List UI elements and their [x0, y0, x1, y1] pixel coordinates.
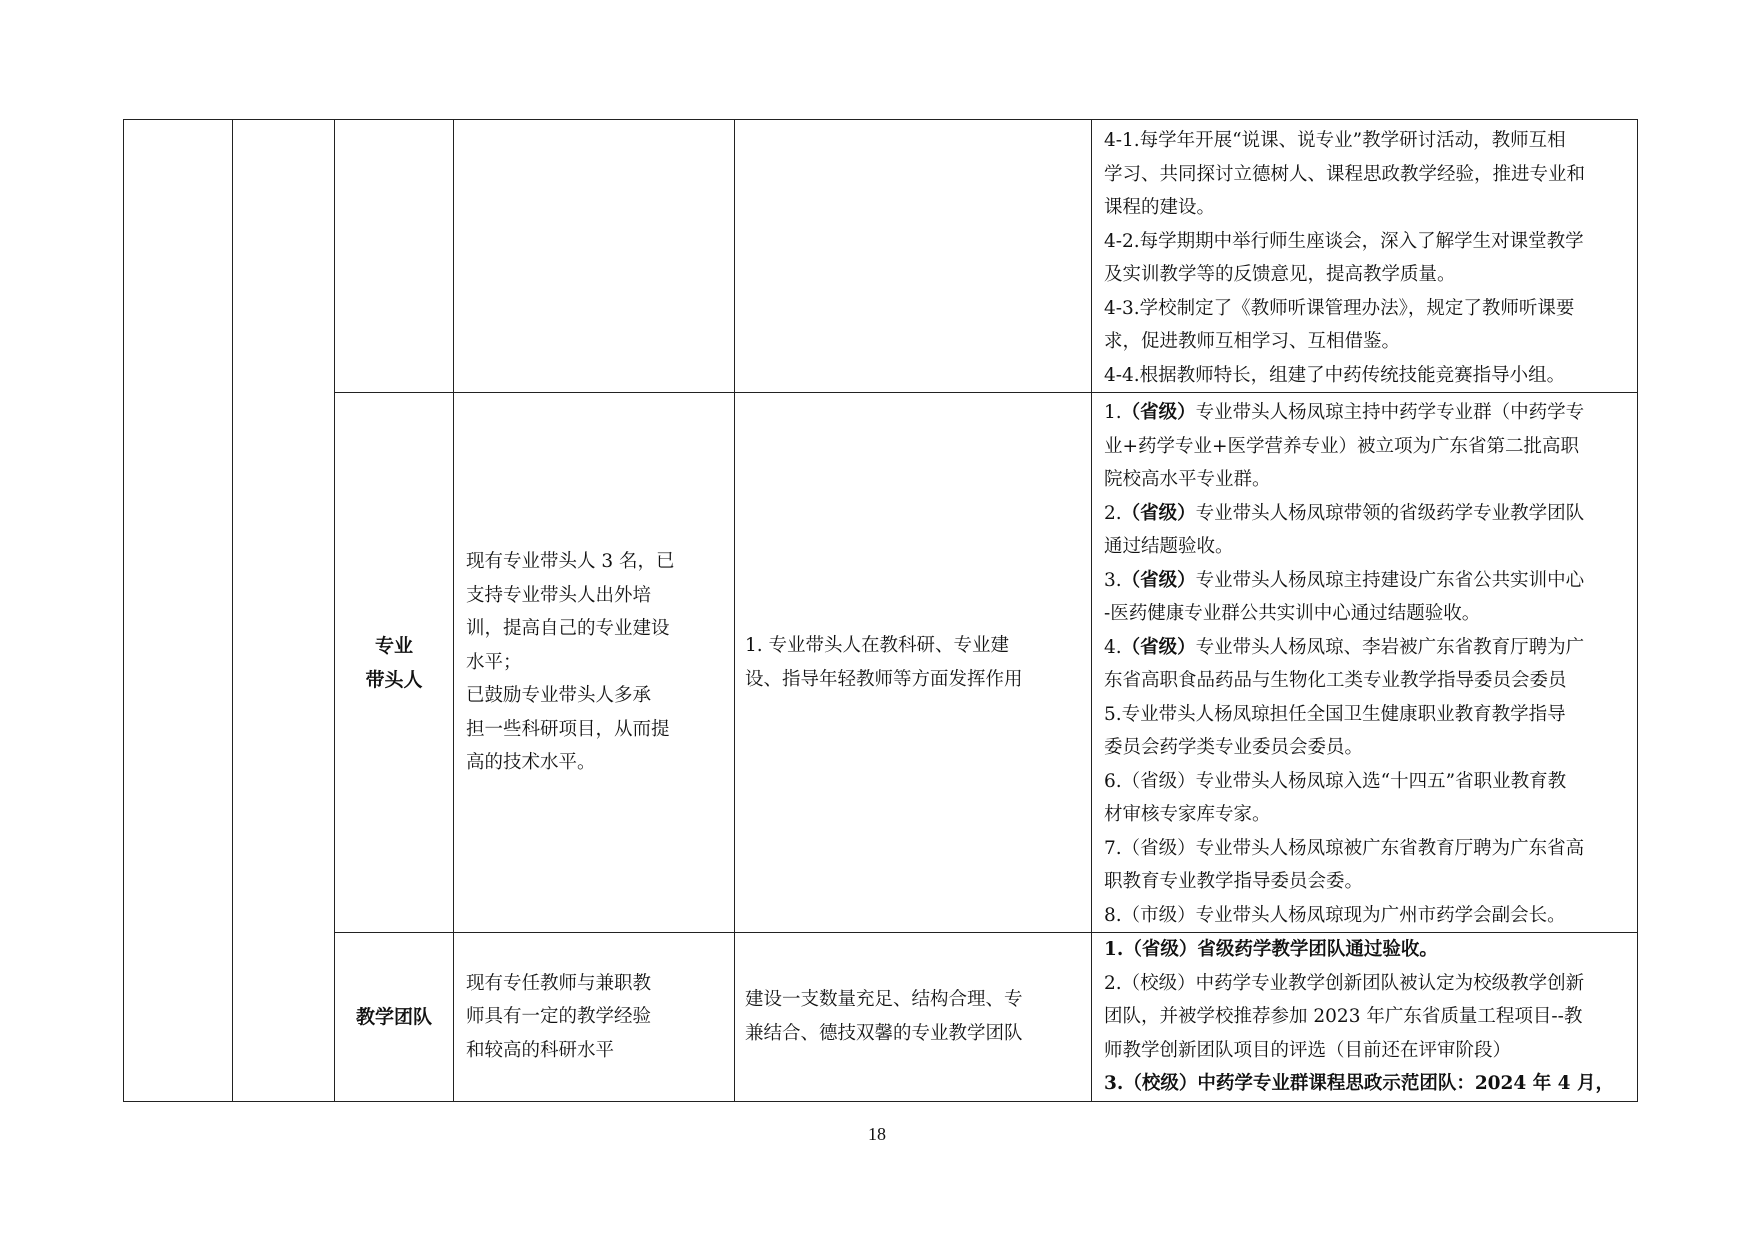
text-line: 兼结合、德技双馨的专业教学团队 [745, 1022, 1023, 1044]
achievements-table [123, 119, 1638, 1102]
table-row [124, 120, 1638, 393]
text-line: 课程的建设。 [1104, 197, 1216, 218]
text-line: 7.（省级）专业带头人杨凤琼被广东省教育厅聘为广东省高 [1104, 837, 1585, 859]
text-line: 设、指导年轻教师等方面发挥作用 [745, 668, 1023, 690]
text-line: 委员会药学类专业委员会委员。 [1104, 737, 1364, 758]
text-line: 3.（校级）中药学专业群课程思政示范团队：2024 年 4 月， [1104, 1073, 1614, 1094]
text-line: 1. 专业带头人在教科研、专业建 [745, 635, 1010, 656]
text-line: 支持专业带头人出外培 [466, 584, 652, 606]
achievements-cell [1092, 393, 1638, 933]
achievement-line: 2.（省级）专业带头人杨凤琼带领的省级药学专业教学团队 [1104, 502, 1585, 524]
text-line: 5.专业带头人杨凤琼担任全国卫生健康职业教育教学指导 [1104, 703, 1566, 725]
text-line: 4-2.每学期期中举行师生座谈会，深入了解学生对课堂教学 [1104, 230, 1584, 252]
text-line: 高的技术水平。 [466, 752, 596, 774]
text-line: 4-1.每学年开展“说课、说专业”教学研讨活动，教师互相 [1104, 130, 1566, 151]
text-line: 团队，并被学校推荐参加 2023 年广东省质量工程项目--教 [1104, 1006, 1583, 1027]
category-label: 带头人 [365, 668, 423, 691]
text-line: -医药健康专业群公共实训中心通过结题验收。 [1104, 603, 1481, 624]
category-cell: 教学团队 [335, 933, 454, 1102]
achievements-cell [1092, 120, 1638, 393]
text-line: 已鼓励专业带头人多承 [466, 685, 652, 707]
text-line: 2.（校级）中药学专业教学创新团队被认定为校级教学创新 [1104, 972, 1585, 994]
text-line: 通过结题验收。 [1104, 536, 1234, 557]
text-line: 业+药学专业+医学营养专业）被立项为广东省第二批高职 [1104, 435, 1580, 457]
text-line: 担一些科研项目，从而提 [466, 718, 670, 740]
current-status-cell [454, 933, 735, 1102]
category-label: 专业 [374, 634, 413, 657]
target-cell [735, 393, 1092, 933]
text-line: 现有专业带头人 3 名，已 [466, 551, 675, 573]
text-line: 训，提高自己的专业建设 [466, 618, 670, 640]
text-line: 1.（省级）省级药学教学团队通过验收。 [1104, 939, 1438, 960]
text-line: 水平； [466, 651, 522, 673]
text-line: 6.（省级）专业带头人杨凤琼入选“十四五”省职业教育教 [1104, 770, 1567, 792]
text-line: 及实训教学等的反馈意见，提高教学质量。 [1104, 264, 1456, 285]
page-number: 18 [868, 1124, 886, 1144]
category-cell [335, 393, 454, 933]
table-row [124, 393, 1638, 933]
text-line: 师具有一定的教学经验 [466, 1006, 652, 1027]
text-line: 学习、共同探讨立德树人、课程思政教学经验，推进专业和 [1104, 163, 1586, 185]
text-line: 4-4.根据教师特长，组建了中药传统技能竞赛指导小组。 [1104, 364, 1566, 386]
text-line: 院校高水平专业群。 [1104, 469, 1271, 490]
text-line: 师教学创新团队项目的评选（目前还在评审阶段） [1104, 1039, 1512, 1061]
text-line: 求，促进教师互相学习、互相借鉴。 [1104, 331, 1401, 352]
text-line: 8.（市级）专业带头人杨凤琼现为广州市药学会副会长。 [1104, 904, 1566, 926]
level2-cell [233, 120, 335, 1102]
text-line: 东省高职食品药品与生物化工类专业教学指导委员会委员 [1104, 670, 1567, 691]
text-line: 现有专任教师与兼职教 [466, 972, 652, 994]
text-line: 和较高的科研水平 [466, 1039, 615, 1061]
target-cell [735, 120, 1092, 393]
achievement-line: 3.（省级）专业带头人杨凤琼主持建设广东省公共实训中心 [1104, 569, 1585, 591]
text-line: 建设一支数量充足、结构合理、专 [745, 989, 1023, 1011]
current-status-cell [454, 120, 735, 393]
current-status-cell [454, 393, 735, 933]
text-line: 4-3.学校制定了《教师听课管理办法》，规定了教师听课要 [1104, 297, 1575, 319]
target-cell [735, 933, 1092, 1102]
level1-cell [124, 120, 233, 1102]
text-line: 职教育专业教学指导委员会委。 [1104, 871, 1364, 892]
table-row [124, 933, 1638, 1102]
achievement-line: 1.（省级）专业带头人杨凤琼主持中药学专业群（中药学专 [1104, 402, 1585, 423]
achievement-line: 4.（省级）专业带头人杨凤琼、李岩被广东省教育厅聘为广 [1104, 636, 1585, 658]
category-cell [335, 120, 454, 393]
achievements-cell [1092, 933, 1638, 1102]
text-line: 材审核专家库专家。 [1104, 804, 1271, 825]
